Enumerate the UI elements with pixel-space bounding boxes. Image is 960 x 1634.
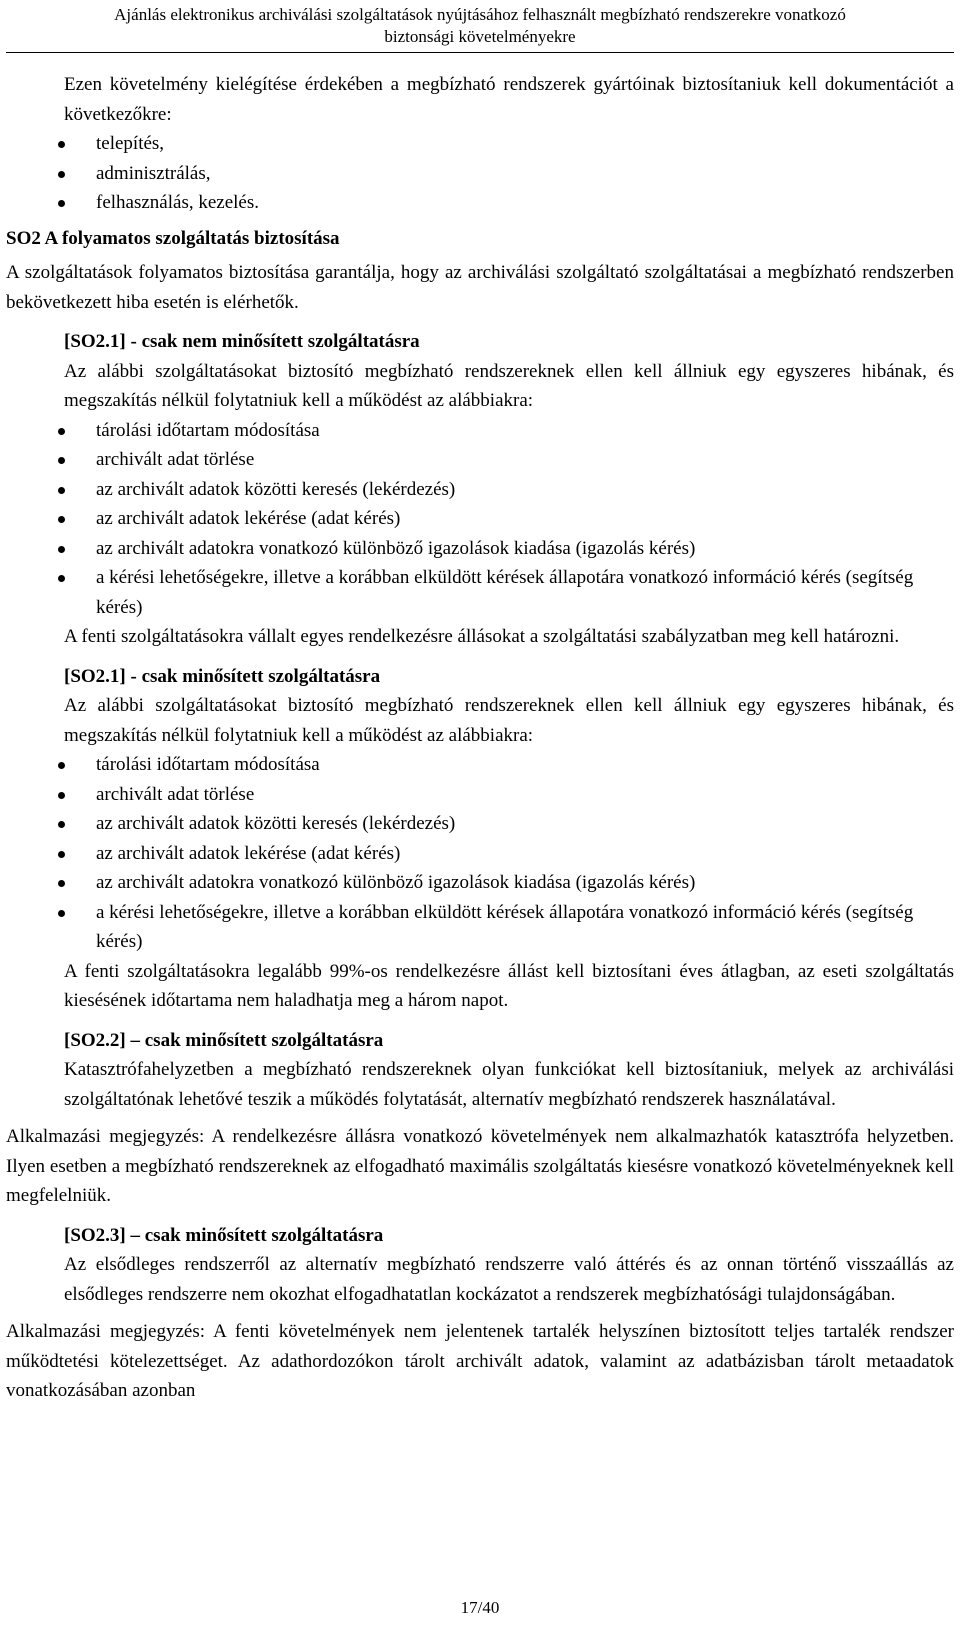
header-line-1: Ajánlás elektronikus archiválási szolgáltatások nyújtásához felhasznált megbízható rendszerekre vonatkozó bbox=[114, 5, 846, 24]
list-item: az archivált adatokra vonatkozó különböző igazolások kiadása (igazolás kérés) bbox=[64, 868, 954, 898]
so22-paragraph: Katasztrófahelyzetben a megbízható rendszereknek olyan funkciókat kell biztosítaniuk, melyek az archiválási szolgáltatónak lehetővé teszik a működés folytatását, alternatív megbízható rendszerek használatával. bbox=[64, 1059, 954, 1110]
header-line-2: biztonsági követelményekre bbox=[384, 27, 576, 46]
page-header bbox=[0, 4, 960, 48]
list-item: tárolási időtartam módosítása bbox=[64, 750, 954, 780]
list-item: felhasználás, kezelés. bbox=[64, 188, 954, 218]
so21-q-list bbox=[64, 750, 954, 957]
list-item: adminisztrálás, bbox=[64, 159, 954, 189]
so23-paragraph: Az elsődleges rendszerről az alternatív megbízható rendszerre való áttérés és az onnan történő visszaállás az elsődleges rendszerre nem okozhat elfogadhatatlan kockázatot a rendszerek megbízhatósági tulajdonságában. bbox=[64, 1254, 954, 1305]
list-item: tárolási időtartam módosítása bbox=[64, 416, 954, 446]
list-item: archivált adat törlése bbox=[64, 445, 954, 475]
list-item: a kérési lehetőségekre, illetve a korábban elküldött kérések állapotára vonatkozó információ kérés (segítség kérés) bbox=[64, 898, 954, 957]
list-item: az archivált adatok közötti keresés (lekérdezés) bbox=[64, 475, 954, 505]
intro-paragraph: Ezen követelmény kielégítése érdekében a megbízható rendszerek gyártóinak biztosítaniuk kell dokumentációt a következőkre: bbox=[64, 74, 954, 125]
page-number: 17/40 bbox=[460, 1598, 500, 1617]
so21-q-paragraph: Az alábbi szolgáltatásokat biztosító megbízható rendszereknek ellen kell állniuk egy egyszeres hibának, és megszakítás nélkül folytatniuk kell a működést az alábbiakra: bbox=[64, 695, 954, 746]
section-title-so2: SO2 A folyamatos szolgáltatás biztosítása bbox=[6, 227, 340, 249]
requirement-title-so22: [SO2.2] – csak minősített szolgáltatásra bbox=[64, 1029, 384, 1051]
requirement-title-so21-q: [SO2.1] - csak minősített szolgáltatásra bbox=[64, 665, 381, 687]
so21-nq-closing: A fenti szolgáltatásokra vállalt egyes rendelkezésre állásokat a szolgáltatási szabályzatban meg kell határozni. bbox=[64, 626, 900, 647]
requirement-title-so21-nq: [SO2.1] - csak nem minősített szolgáltatásra bbox=[64, 331, 420, 352]
so21-nq-list bbox=[64, 416, 954, 623]
list-item: az archivált adatok közötti keresés (lekérdezés) bbox=[64, 809, 954, 839]
list-item: a kérési lehetőségekre, illetve a korábban elküldött kérések állapotára vonatkozó információ kérés (segítség kérés) bbox=[64, 563, 954, 622]
so21-q-closing: A fenti szolgáltatásokra legalább 99%-os rendelkezésre állást kell biztosítani éves átlagban, az eseti szolgáltatás kiesésének időtartama nem haladhatja meg a három napot. bbox=[64, 960, 954, 1011]
intro-list bbox=[64, 129, 954, 218]
so2-paragraph: A szolgáltatások folyamatos biztosítása garantálja, hogy az archiválási szolgáltató szolgáltatásai a megbízható rendszerben bekövetkezett hiba esetén is elérhetők. bbox=[6, 262, 954, 313]
requirement-title-so23: [SO2.3] – csak minősített szolgáltatásra bbox=[64, 1224, 384, 1246]
application-note-1: Alkalmazási megjegyzés: A rendelkezésre állásra vonatkozó követelmények nem alkalmazhatók katasztrófa helyzetben. Ilyen esetben a megbízható rendszereknek az elfogadható maximális szolgáltatás kiesésre vonatkozó követelményeknek kell megfelelniük. bbox=[6, 1126, 954, 1206]
header-divider bbox=[6, 52, 954, 53]
list-item: az archivált adatokra vonatkozó különböző igazolások kiadása (igazolás kérés) bbox=[64, 534, 954, 564]
so21-nq-paragraph: Az alábbi szolgáltatásokat biztosító megbízható rendszereknek ellen kell állniuk egy egyszeres hibának, és megszakítás nélkül folytatniuk kell a működést az alábbiakra: bbox=[64, 360, 954, 411]
list-item: az archivált adatok lekérése (adat kérés) bbox=[64, 504, 954, 534]
list-item: archivált adat törlése bbox=[64, 780, 954, 810]
list-item: telepítés, bbox=[64, 129, 954, 159]
list-item: az archivált adatok lekérése (adat kérés) bbox=[64, 839, 954, 869]
document-body bbox=[6, 70, 954, 1406]
application-note-2: Alkalmazási megjegyzés: A fenti követelmények nem jelentenek tartalék helyszínen biztosított teljes tartalék rendszer működtetési kötelezettséget. Az adathordozókon tárolt archivált adatok, valamint az adatbázisban tárolt metaadatok vonatkozásában azonban bbox=[6, 1321, 954, 1401]
